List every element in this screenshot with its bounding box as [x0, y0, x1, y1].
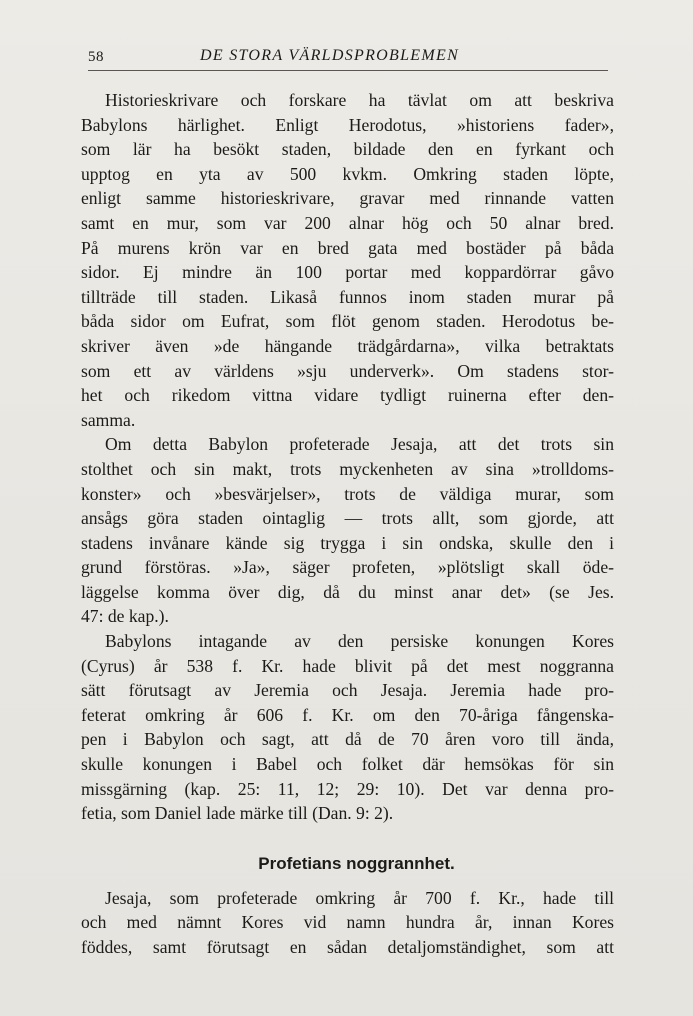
- text-line: upptog en yta av 500 kvkm. Omkring staden löpte,: [81, 163, 614, 184]
- text-line: som ett av världens »sju underverk». Om stadens stor-: [81, 360, 614, 381]
- text-line: samma.: [81, 409, 136, 430]
- text-line: (Cyrus) år 538 f. Kr. hade blivit på det mest noggranna: [81, 655, 614, 676]
- text-line: Babylons intagande av den persiske konungen Kores: [105, 631, 614, 652]
- text-line: båda sidor om Eufrat, som flöt genom staden. Herodotus be-: [81, 311, 614, 332]
- paragraph-4: [81, 886, 614, 960]
- text-line: samt en mur, som var 200 alnar hög och 50 alnar bred.: [81, 212, 614, 233]
- text-line: Babylons härlighet. Enligt Herodotus, »historiens fader»,: [81, 114, 614, 135]
- text-line: grund förstöras. »Ja», säger profeten, »plötsligt skall öde-: [81, 557, 614, 578]
- text-line: som lär ha besökt staden, bildade den en fyrkant och: [81, 139, 614, 160]
- text-line: het och rikedom vittna vidare tydligt ruinerna efter den-: [81, 385, 614, 406]
- text-line: pen i Babylon och sagt, att då de 70 åren voro till ända,: [81, 729, 614, 750]
- text-line: feterat omkring år 606 f. Kr. om den 70-åriga fångenska-: [81, 704, 614, 725]
- text-line: stolthet och sin makt, trots myckenheten av sina »trolldoms-: [81, 458, 614, 479]
- page-number: 58: [88, 49, 104, 65]
- text-line: fetia, som Daniel lade märke till (Dan. 9: 2).: [81, 803, 394, 824]
- text-line: Om detta Babylon profeterade Jesaja, att det trots sin: [105, 434, 614, 455]
- text-line: föddes, samt förutsagt en sådan detaljomständighet, som att: [81, 937, 614, 957]
- text-line: skriver även »de hängande trädgårdarna», vilka betraktats: [81, 335, 614, 356]
- text-line: ansågs göra staden ointaglig — trots allt, som gjorde, att: [81, 508, 614, 529]
- text-line: enligt samme historieskrivare, gravar med rinnande vatten: [81, 188, 614, 209]
- paragraph-2: [81, 432, 614, 629]
- text-line: På murens krön var en bred gata med bostäder på båda: [81, 237, 614, 258]
- paragraph-1: [81, 88, 614, 432]
- text-line: 47: de kap.).: [81, 606, 169, 627]
- header-rule: [88, 70, 608, 71]
- text-line: sätt förutsagt av Jeremia och Jesaja. Jeremia hade pro-: [81, 680, 614, 701]
- text-line: läggelse komma över dig, då du minst anar det» (se Jes.: [81, 581, 614, 602]
- text-line: tillträde till staden. Likaså funnos inom staden murar på: [81, 286, 614, 307]
- text-line: missgärning (kap. 25: 11, 12; 29: 10). Det var denna pro-: [81, 778, 614, 799]
- running-title: DE STORA VÄRLDSPROBLEMEN: [200, 47, 460, 64]
- text-line: konster» och »besvärjelser», trots de väldiga murar, som: [81, 483, 614, 504]
- text-line: och med nämnt Kores vid namn hundra år, innan Kores: [81, 912, 614, 933]
- page-header: [88, 46, 613, 74]
- text-line: sidor. Ej mindre än 100 portar med koppardörrar gåvo: [81, 262, 614, 283]
- paragraph-3: [81, 629, 614, 826]
- text-line: skulle konungen i Babel och folket där hemsökas för sin: [81, 754, 614, 775]
- text-line: Historieskrivare och forskare ha tävlat om att beskriva: [105, 90, 614, 110]
- text-line: stadens invånare kände sig trygga i sin ondska, skulle den i: [81, 532, 614, 553]
- section-heading: Profetians noggrannhet.: [258, 853, 455, 873]
- text-line: Jesaja, som profeterade omkring år 700 f. Kr., hade till: [105, 887, 614, 908]
- body-text: [81, 88, 614, 960]
